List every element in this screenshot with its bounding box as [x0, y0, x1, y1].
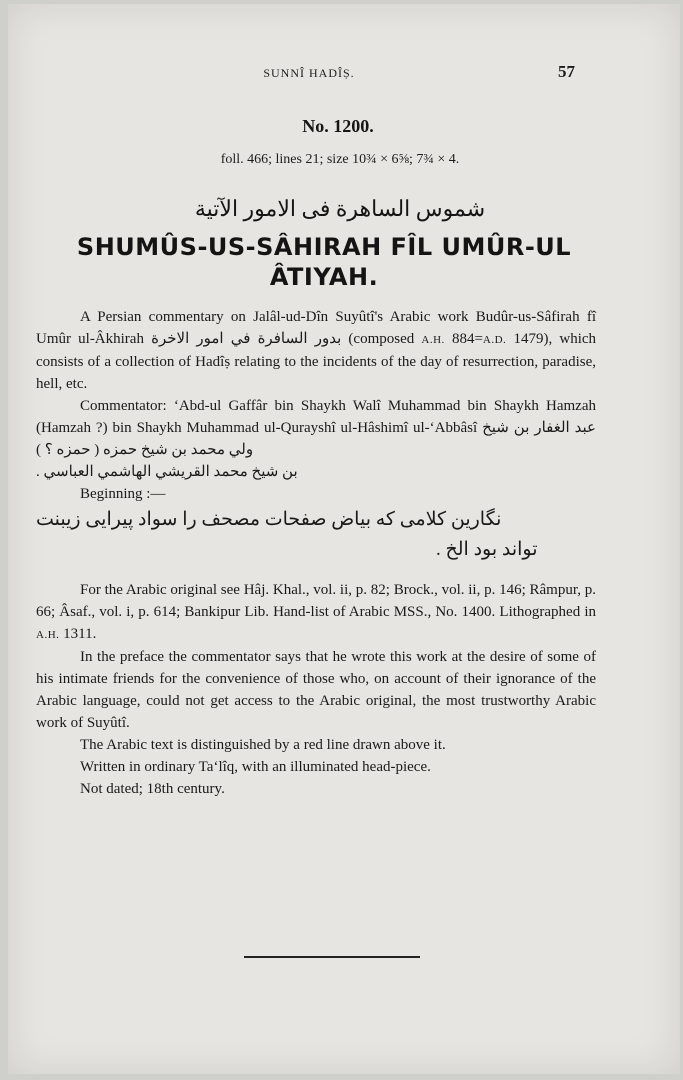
book-page — [8, 4, 680, 1074]
work-title-arabic: بدور السافرة في امور الاخرة — [151, 331, 342, 347]
ad-abbrev: A.D. — [482, 334, 507, 346]
beginning-label: Beginning :— — [80, 486, 166, 502]
composed-text: (composed — [348, 331, 415, 347]
transliterated-title: SHUMÛS-US-SÂHIRAH FÎL UMÛR-UL ÂTIYAH. — [76, 233, 572, 291]
script-note: Written in ordinary Ta‘lîq, with an illuminated head-piece. — [80, 759, 431, 775]
work-title: Budûr-us-Sâfirah fî Umûr ul-Âkhirah — [36, 309, 597, 347]
folio-details: foll. 466; lines 21; size 10¾ × 6⅝; 7¾ × 4. — [220, 152, 460, 167]
running-title: SUNNÎ HADÎṢ. — [263, 66, 355, 80]
description-rest: 1479), which consists of a collection of Hadîṣ relating to the incidents of the day of resurrection, paradise, hell, etc. — [36, 331, 597, 392]
entry-body — [36, 306, 596, 800]
commentator-arabic-2: بن شیخ محمد القریشي الهاشمي العباسي . — [36, 464, 298, 480]
end-rule — [244, 956, 420, 958]
ah-abbrev: A.H. — [421, 334, 445, 346]
description-paragraph — [36, 306, 596, 395]
page-number: 57 — [558, 62, 575, 81]
commentator-paragraph — [36, 395, 596, 483]
catalogue-number: No. 1200. — [302, 116, 374, 136]
commentator-text: Commentator: ‘Abd-ul Gaffâr bin Shaykh Walî Muhammad bin Shaykh Hamzah (Hamzah ?) bin Shaykh Muhammad ul-Qurayshî ul-Hâshimî ul-‘Abbâsî — [36, 398, 596, 436]
beginning-arabic-2: تواند بود الخ . — [436, 539, 538, 560]
red-line-note: The Arabic text is distinguished by a red line drawn above it. — [80, 737, 446, 753]
spacer — [36, 565, 596, 579]
commentator-arabic-1: عبد الغفار بن شیخ ولي محمد بن شیخ حمزه ( حمزه ؟ ) — [36, 420, 596, 458]
lithograph-year: 1311. — [63, 626, 97, 642]
references-paragraph — [36, 579, 596, 646]
beginning-arabic-1: نگارین کلامی که بیاض صفحات مصحف را سواد پیرایی زیبنت — [36, 509, 502, 530]
lithograph-ah: A.H. — [36, 629, 60, 641]
description-line1: A Persian commentary on Jalâl-ud-Dîn Suyûtî's Arabic work — [80, 309, 469, 325]
references-text: For the Arabic original see Hâj. Khal., vol. ii, p. 82; Brock., vol. ii, p. 146; Râmpur, p. 66; Âsaf., vol. i, p. 614; Bankipur Lib. Hand-list of Arabic MSS., No. 1400. Lithographed in — [36, 582, 596, 620]
arabic-title: شموس الساهرة فی الامور الآتیة — [194, 196, 486, 221]
ah-year: 884= — [451, 331, 483, 347]
preface-paragraph: In the preface the commentator says that he wrote this work at the desire of some of his intimate friends for the convenience of those who, on account of their ignorance of the Arabic language, could not get access to the Arabic original, the most trustworthy Arabic work of Suyûtî. — [36, 649, 596, 731]
date-note: Not dated; 18th century. — [80, 781, 225, 797]
